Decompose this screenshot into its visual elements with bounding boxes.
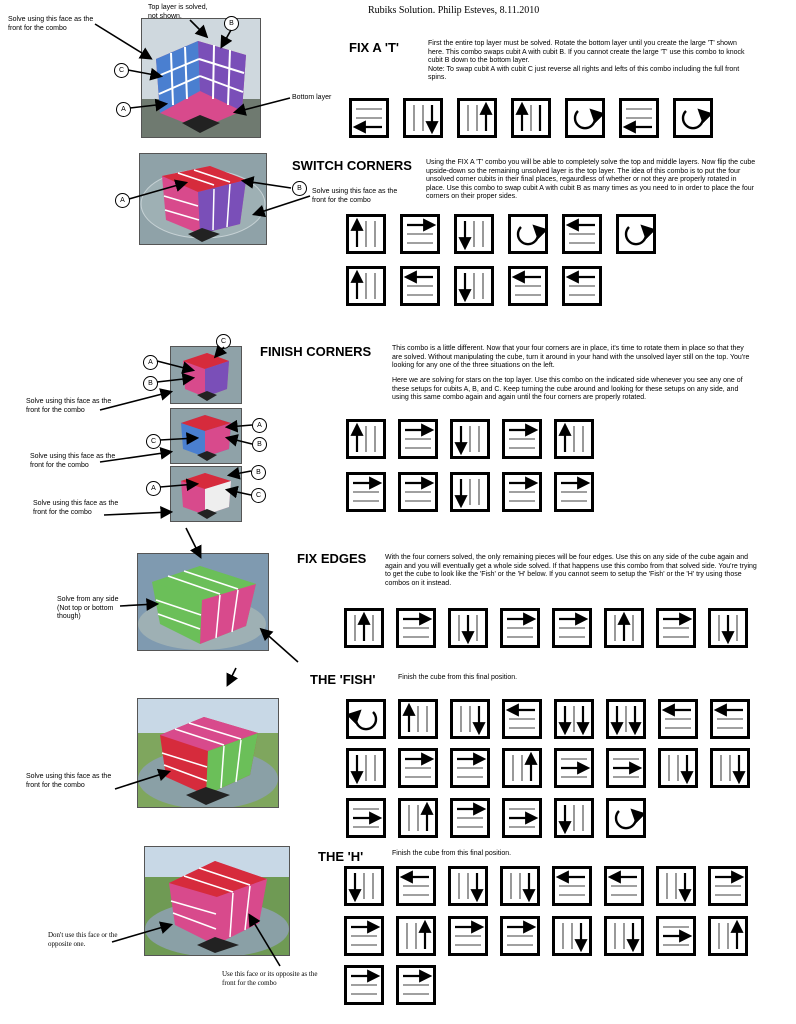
callout-a: A <box>143 355 158 370</box>
move-tile-right-top <box>708 866 748 906</box>
move-tile-down-center <box>708 608 748 648</box>
callout-b: B <box>292 181 307 196</box>
note-front-face: Solve using this face as the front for the combo <box>33 500 119 516</box>
callout-a: A <box>252 418 267 433</box>
section-title-fish: THE 'FISH' <box>310 672 376 687</box>
move-tile-up-left <box>346 419 386 459</box>
move-tile-right-top <box>396 965 436 1005</box>
move-tile-up-right <box>396 916 436 956</box>
cube-photo-fix-edges <box>137 553 269 651</box>
move-tile-up-right <box>502 748 542 788</box>
section-text-finish-corners-1: This combo is a little different. Now that your four corners are in place, it's time to rotate them in place so that they are solved. Without manipulating the cube, turn it around in your hand with the unsolved layer still on the top. You're looking for any one of the three situations on the left. <box>392 345 750 370</box>
callout-c: C <box>216 334 231 349</box>
callout-c: C <box>146 434 161 449</box>
note-front-face: Solve using this face as the front for the combo <box>30 453 116 469</box>
combo-row <box>346 419 594 459</box>
move-tile-cw <box>508 214 548 254</box>
move-tile-up-left <box>346 266 386 306</box>
move-tile-right-top <box>346 472 386 512</box>
move-tile-right-top <box>554 472 594 512</box>
move-tile-left-top <box>604 866 644 906</box>
pointer-line <box>186 528 200 556</box>
combo-row <box>344 965 436 1005</box>
move-tile-right-top <box>344 916 384 956</box>
section-title-fix-t: FIX A 'T' <box>349 40 399 55</box>
note-dont-use-face: Don't use this face or the opposite one. <box>48 931 118 948</box>
move-tile-down-left <box>450 419 490 459</box>
move-tile-down-right <box>403 98 443 138</box>
section-text-h: Finish the cube from this final position. <box>392 850 512 857</box>
move-tile-down-center <box>448 608 488 648</box>
note-front-face: Solve using this face as the front for the combo <box>8 16 94 32</box>
section-title-fix-edges: FIX EDGES <box>297 551 367 566</box>
move-tile-down-left-right <box>554 699 594 739</box>
combo-row <box>344 608 748 648</box>
section-text-fish: Finish the cube from this final position. <box>398 674 518 681</box>
move-tile-left-in-bottom <box>619 98 659 138</box>
move-tile-right-top <box>344 965 384 1005</box>
move-tile-right-top <box>656 608 696 648</box>
section-text-fix-edges: With the four corners solved, the only remaining pieces will be four edges. Use this on any side of the cube again and again and you will eventually get a whole side solved. If that happens use this combo from that solved side. You're trying to get the cube to look like the 'Fish' or the 'H' below. If you cannot seem to setup the 'Fish' or the 'H' try using those combos on it instead. <box>385 554 757 587</box>
move-tile-up-center <box>604 608 644 648</box>
move-tile-up-left <box>346 214 386 254</box>
move-tile-right-top <box>450 798 490 838</box>
move-tile-right-top <box>448 916 488 956</box>
move-tile-down-left <box>454 214 494 254</box>
move-tile-right-top <box>500 608 540 648</box>
move-tile-down-right <box>552 916 592 956</box>
move-tile-up-left <box>554 419 594 459</box>
move-tile-down-left <box>554 798 594 838</box>
pointer-line <box>228 668 236 684</box>
move-tile-down-left <box>450 472 490 512</box>
combo-row <box>349 98 713 138</box>
move-tile-right-top <box>400 214 440 254</box>
note-front-face: Solve using this face as the front for the combo <box>26 398 112 414</box>
move-tile-right-center <box>606 748 646 788</box>
callout-a: A <box>115 193 130 208</box>
move-tile-left-top <box>400 266 440 306</box>
move-tile-cw <box>616 214 656 254</box>
combo-row <box>344 866 748 906</box>
move-tile-right-top <box>502 419 542 459</box>
move-tile-left-top <box>562 214 602 254</box>
move-tile-left-top <box>552 866 592 906</box>
callout-b: B <box>224 16 239 31</box>
cube-photo-corner-setup-3 <box>170 466 242 522</box>
move-tile-cw <box>606 798 646 838</box>
move-tile-right-top <box>500 916 540 956</box>
move-tile-left-top <box>658 699 698 739</box>
combo-row <box>346 748 750 788</box>
callout-a: A <box>146 481 161 496</box>
move-tile-down-left <box>454 266 494 306</box>
note-front-face: Solve using this face as the front for the combo <box>26 773 112 789</box>
callout-b: B <box>251 465 266 480</box>
move-tile-ccw <box>346 699 386 739</box>
move-tile-down-right <box>656 866 696 906</box>
move-tile-cw <box>673 98 713 138</box>
move-tile-left-top <box>396 866 436 906</box>
note-bottom-layer: Bottom layer <box>292 94 332 101</box>
cube-photo-switch-corners <box>139 153 267 245</box>
section-title-h: THE 'H' <box>318 849 364 864</box>
move-tile-up-left <box>398 699 438 739</box>
section-title-switch-corners: SWITCH CORNERS <box>292 158 412 173</box>
note-top-layer: Top layer is solved, not shown. <box>148 4 208 20</box>
move-tile-right-top <box>398 419 438 459</box>
callout-b: B <box>252 437 267 452</box>
move-tile-down-right <box>500 866 540 906</box>
move-tile-left-top <box>508 266 548 306</box>
note-front-face: Solve using this face as the front for the combo <box>312 188 398 204</box>
move-tile-down-right <box>658 748 698 788</box>
cube-photo-corner-setup-1 <box>170 346 242 404</box>
combo-row <box>346 699 750 739</box>
cube-photo-fix-t <box>141 18 261 138</box>
cube-photo-corner-setup-2 <box>170 408 242 464</box>
move-tile-right-in-bottom <box>511 98 551 138</box>
move-tile-right-top <box>398 472 438 512</box>
section-title-finish-corners: FINISH CORNERS <box>260 344 372 359</box>
move-tile-up-right <box>457 98 497 138</box>
move-tile-down-right <box>450 699 490 739</box>
note-solve-any-side: Solve from any side (Not top or bottom though) <box>57 596 119 621</box>
cube-photo-h <box>144 846 290 956</box>
move-tile-left-top <box>562 266 602 306</box>
move-tile-down-left <box>344 866 384 906</box>
move-tile-cw <box>565 98 605 138</box>
move-tile-down-right <box>448 866 488 906</box>
combo-row <box>346 472 594 512</box>
move-tile-left-top <box>710 699 750 739</box>
section-text-switch-corners: Using the FIX A 'T' combo you will be able to completely solve the top and middle layers. Now flip the cube upside-down so the remaining unsolved layer is the top layer. The idea of this combo is to put the four unsolved corner cubits in their final places, regaurdless of whether or not they are properly rotated in place. Use this combo to swap cubit A with cubit B as many times as you need to in order to place the four corners on their proper sides. <box>426 159 756 201</box>
move-tile-right-top <box>396 608 436 648</box>
section-text-fix-t: First the entire top layer must be solved. Rotate the bottom layer until you create the large 'T' shown here. This combo swaps cubit A with cubit B. If you cannot create the large 'T' use this combo to knock cubit B down to the bottom layer. Note: To swap cubit A with cubit C just reverse all rights and lefts of this combo including the full front spins. <box>428 40 745 82</box>
move-tile-down-right <box>710 748 750 788</box>
move-tile-up-right <box>708 916 748 956</box>
callout-b: B <box>143 376 158 391</box>
move-tile-right-center <box>502 798 542 838</box>
section-text-finish-corners-2: Here we are solving for stars on the top layer. Use this combo on the indicated side whenever you see any one of these setups for cubits A, B, and C. Keep turning the cube around and looking for these setups on any side, and using this same combo again and again until the four corners are properly rotated. <box>392 377 743 402</box>
combo-row <box>346 798 646 838</box>
move-tile-right-center <box>554 748 594 788</box>
document-title: Rubiks Solution. Philip Esteves, 8.11.2010 <box>368 5 540 16</box>
callout-a: A <box>116 102 131 117</box>
move-tile-up-right <box>398 798 438 838</box>
combo-row <box>344 916 748 956</box>
callout-c: C <box>251 488 266 503</box>
combo-row <box>346 266 602 306</box>
combo-row <box>346 214 656 254</box>
move-tile-right-top <box>502 472 542 512</box>
move-tile-down-left-right <box>606 699 646 739</box>
move-tile-down-left <box>346 748 386 788</box>
move-tile-down-right <box>604 916 644 956</box>
move-tile-right-center <box>346 798 386 838</box>
callout-c: C <box>114 63 129 78</box>
move-tile-right-center <box>656 916 696 956</box>
move-tile-right-top <box>450 748 490 788</box>
cube-photo-fish <box>137 698 279 808</box>
move-tile-left-in-bottom <box>349 98 389 138</box>
move-tile-right-top <box>552 608 592 648</box>
note-use-face: Use this face or its opposite as the front for the combo <box>222 970 318 987</box>
move-tile-up-center <box>344 608 384 648</box>
move-tile-right-top <box>398 748 438 788</box>
move-tile-left-top <box>502 699 542 739</box>
